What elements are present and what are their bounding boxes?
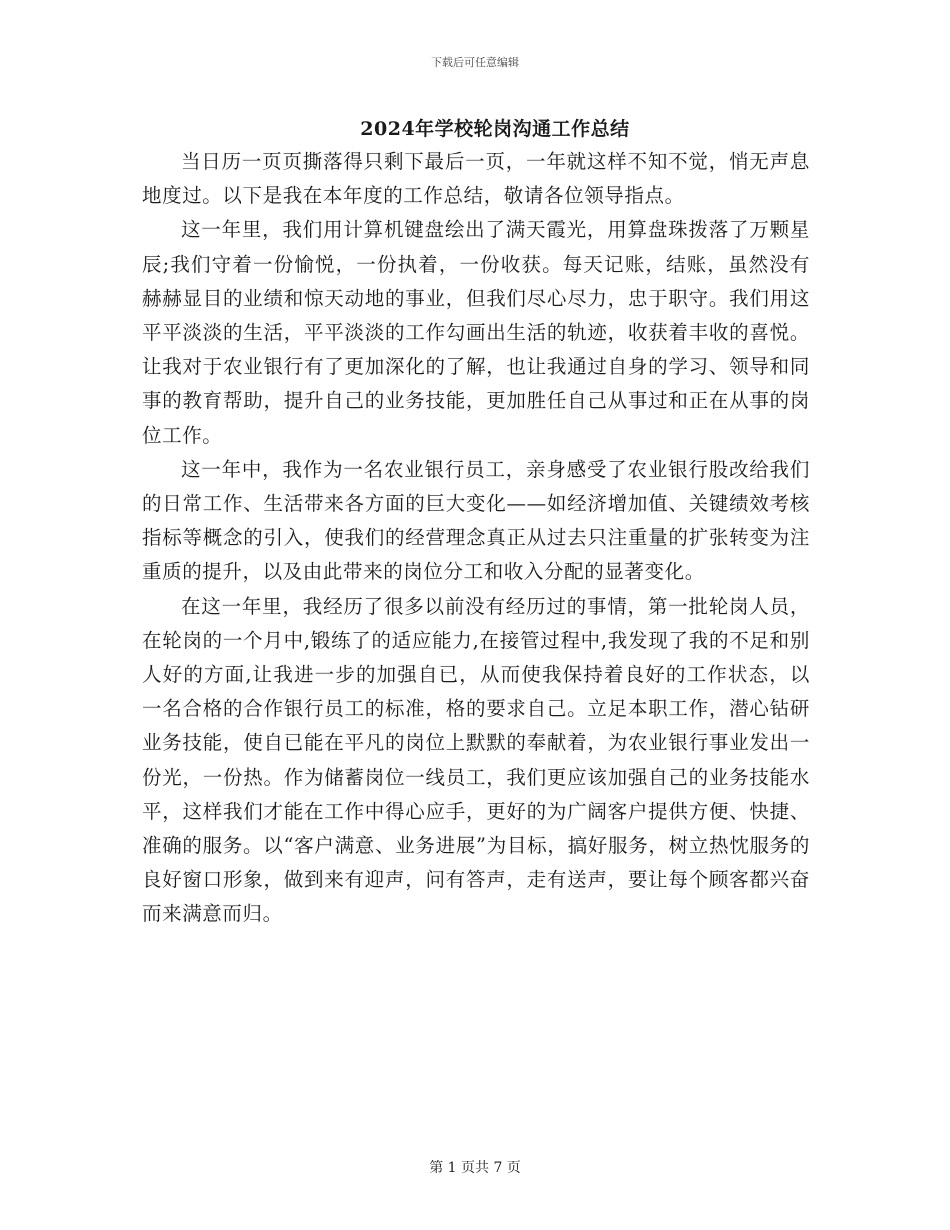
paragraph-3: 这一年中，我作为一名农业银行员工，亲身感受了农业银行股改给我们的日常工作、生活带来各方面的巨大变化——如经济增加值、关键绩效考核指标等概念的引入，使我们的经营理念真正从过去只注重量的扩张转变为注重质的提升，以及由此带来的岗位分工和收入分配的显著变化。 — [142, 457, 810, 584]
page-number: 第 1 页共 7 页 — [429, 1160, 521, 1176]
document-body — [142, 145, 810, 932]
paragraph-1: 当日历一页页撕落得只剩下最后一页，一年就这样不知不觉，悄无声息地度过。以下是我在本年度的工作总结，敬请各位领导指点。 — [142, 150, 810, 208]
header-note: 下载后可任意编辑 — [431, 56, 519, 69]
paragraph-2: 这一年里，我们用计算机键盘绘出了满天霞光，用算盘珠拨落了万颗星辰;我们守着一份愉悦，一份执着，一份收获。每天记账，结账，虽然没有赫赫显目的业绩和惊天动地的事业，但我们尽心尽力，忠于职守。我们用这平平淡淡的生活，平平淡淡的工作勾画出生活的轨迹，收获着丰收的喜悦。让我对于农业银行有了更加深化的了解，也让我通过自身的学习、领导和同事的教育帮助，提升自己的业务技能，更加胜任自己从事过和正在从事的岗位工作。 — [142, 218, 810, 447]
document-title: 2024年学校轮岗沟通工作总结 — [360, 118, 630, 140]
paragraph-4: 在这一年里，我经历了很多以前没有经历过的事情，第一批轮岗人员，在轮岗的一个月中,锻练了的适应能力,在接管过程中,我发现了我的不足和别人好的方面,让我进一步的加强自已，从而使我保持着良好的工作状态，以一名合格的合作银行员工的标准，格的要求自己。立足本职工作，潜心钻研业务技能，使自已能在平凡的岗位上默默的奉献着，为农业银行事业发出一份光，一份热。作为储蓄岗位一线员工，我们更应该加强自己的业务技能水平，这样我们才能在工作中得心应手，更好的为广阔客户提供方便、快捷、准确的服务。以“客户满意、业务进展”为目标，搞好服务，树立热忱服务的良好窗口形象，做到来有迎声，问有答声，走有送声，要让每个顾客都兴奋而来满意而归。 — [142, 594, 810, 926]
